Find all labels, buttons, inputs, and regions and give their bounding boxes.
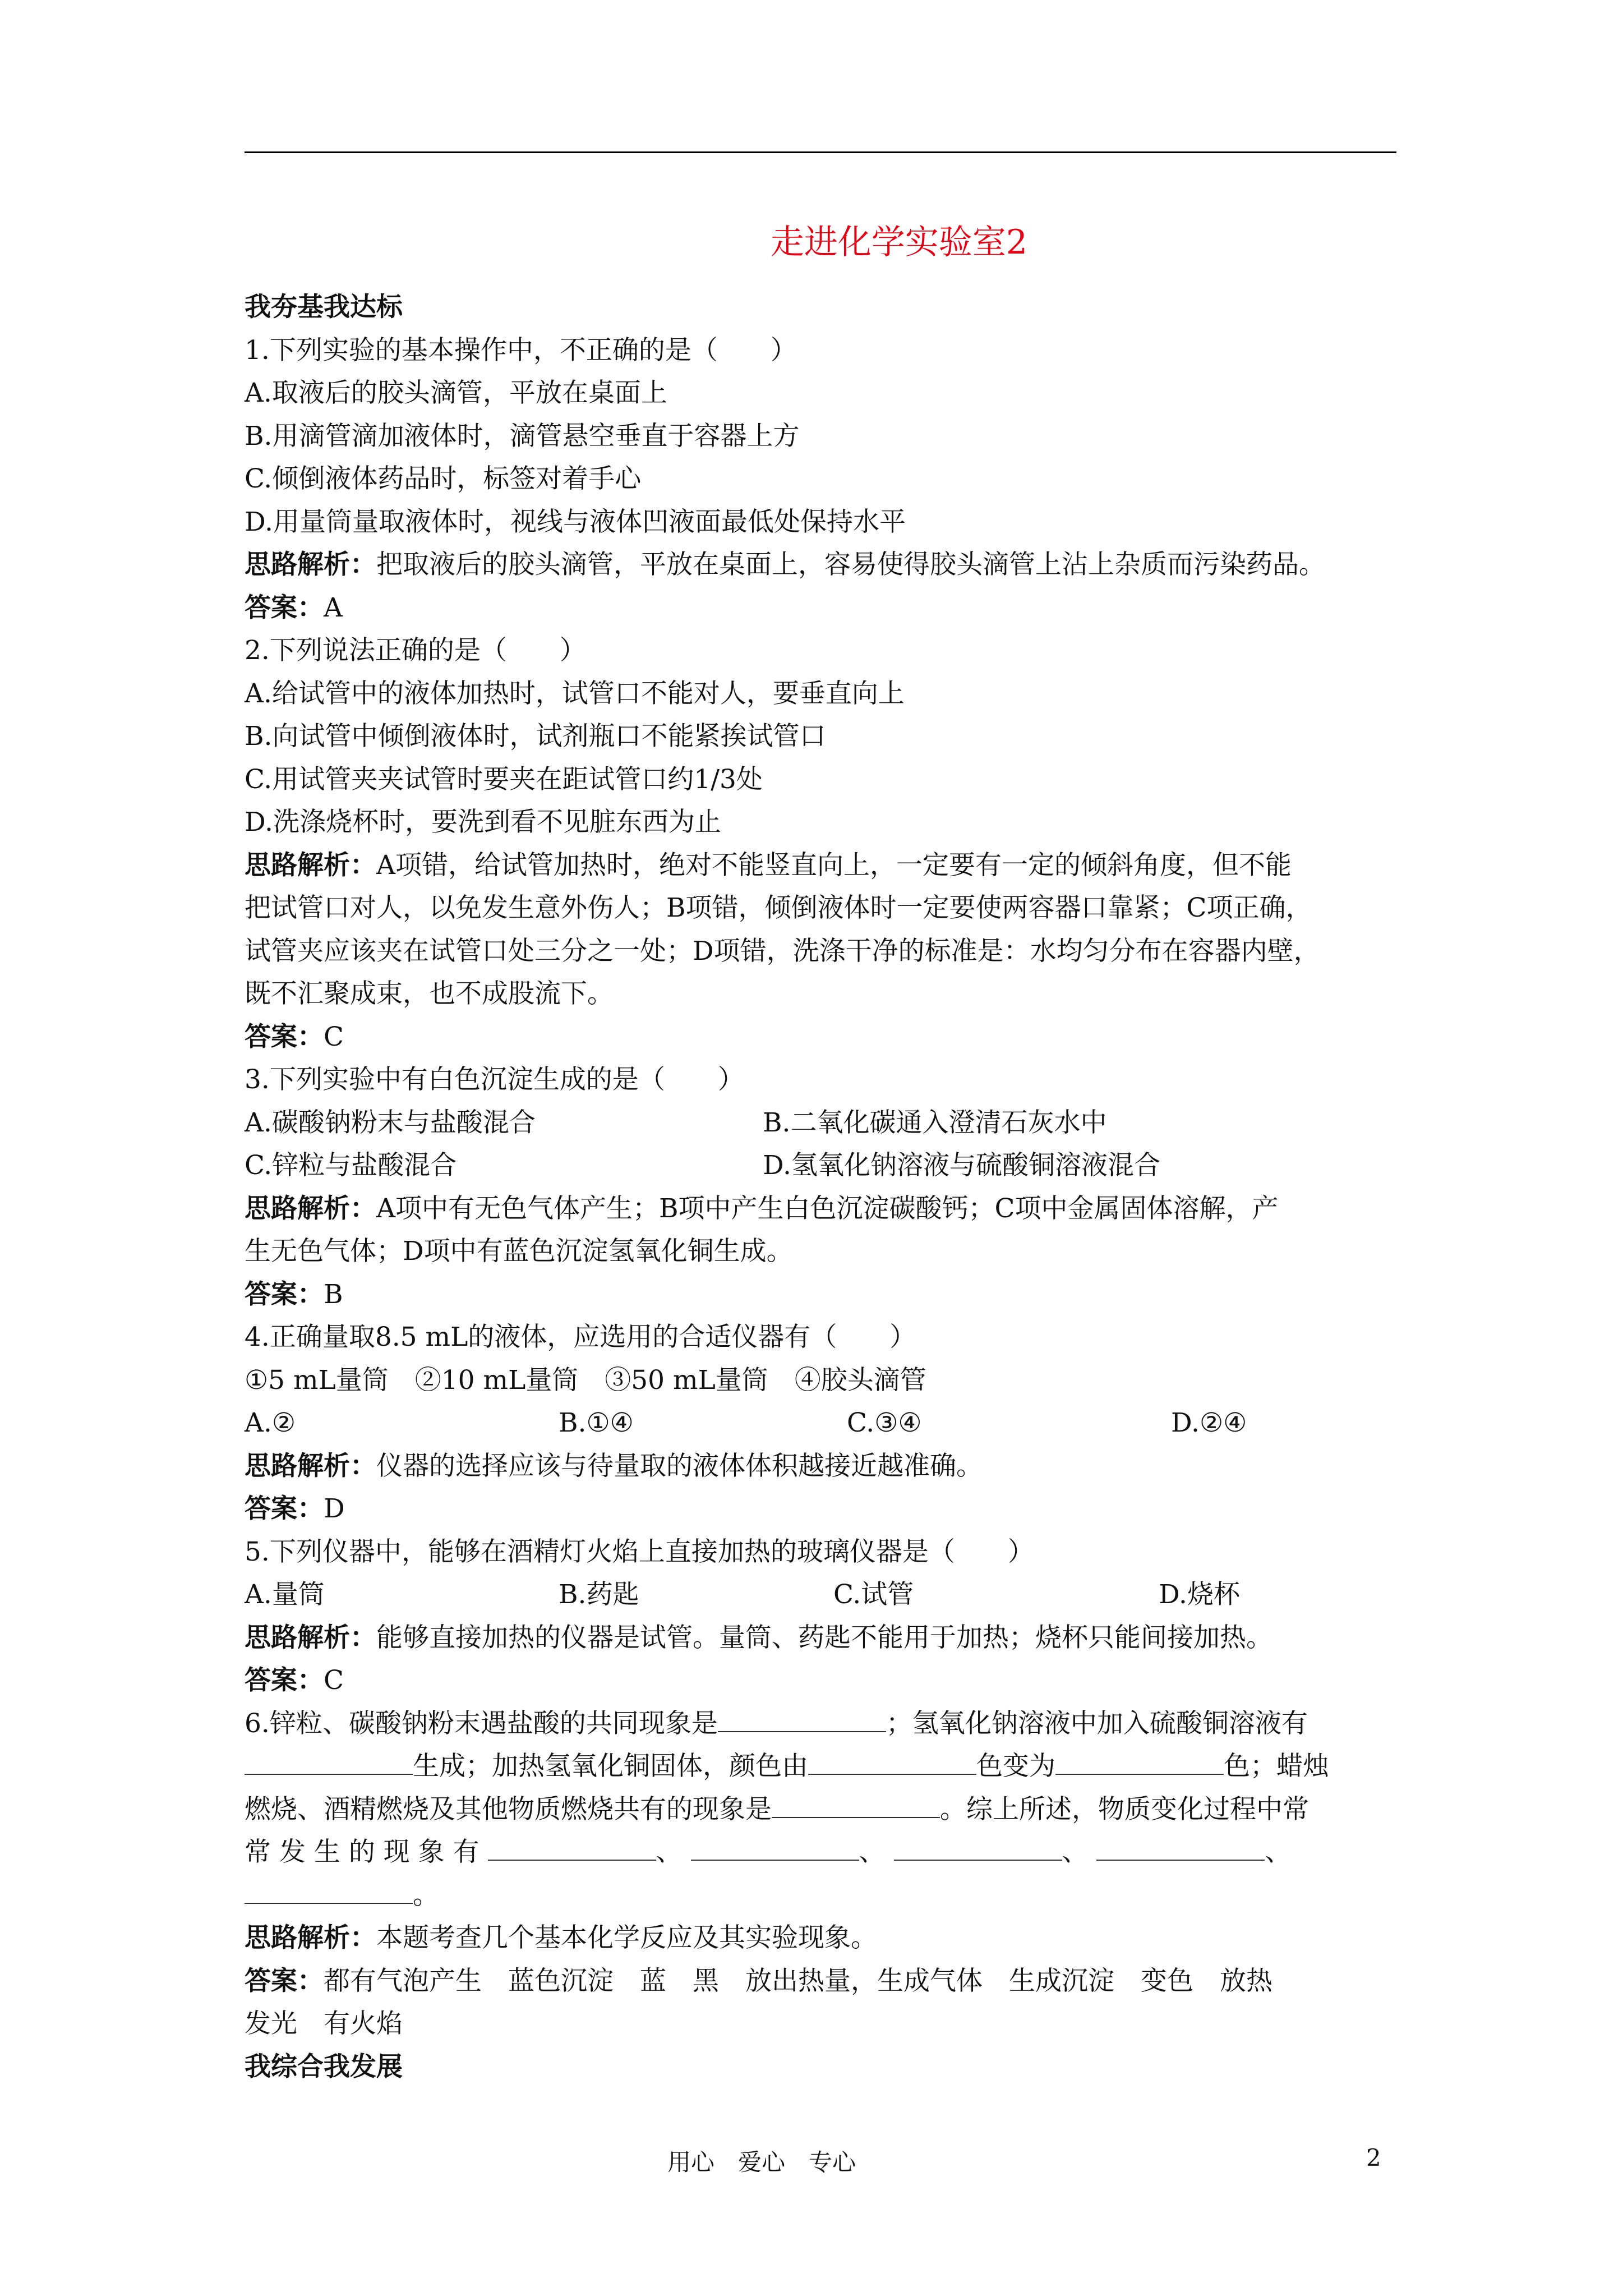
analysis-text: 仪器的选择应该与待量取的液体体积越接近越准确。 <box>376 1450 983 1481</box>
question-2-stem: 2.下列说法正确的是（ ） <box>245 635 586 666</box>
question-6-line3 <box>245 1788 1396 1832</box>
question-1-option-d: D.用量筒量取液体时，视线与液体凹液面最低处保持水平 <box>245 506 906 537</box>
question-4-options <box>245 1402 1396 1445</box>
fill-blank <box>691 1837 859 1861</box>
separator: 、 <box>859 1837 886 1867</box>
question-3-options-row2 <box>245 1144 1396 1188</box>
question-3-option-d: D.氢氧化钠溶液与硫酸铜溶液混合 <box>763 1150 1160 1181</box>
question-2-option-b: B.向试管中倾倒液体时，试剂瓶口不能紧挨试管口 <box>245 721 826 752</box>
question-4-items: ①5 mL量筒 ②10 mL量筒 ③50 mL量筒 ④胶头滴管 <box>245 1364 926 1396</box>
question-6-text: 生成；加热氢氧化铜固体，颜色由 <box>413 1751 808 1782</box>
answer-text: C <box>324 1021 344 1052</box>
question-5-stem: 5.下列仪器中，能够在酒精灯火焰上直接加热的玻璃仪器是（ ） <box>245 1536 1034 1567</box>
question-3-options-row1 <box>245 1102 1396 1145</box>
answer-text: D <box>324 1493 345 1524</box>
question-2-option-a: A.给试管中的液体加热时，试管口不能对人，要垂直向上 <box>245 678 905 709</box>
question-2-option-d: D.洗涤烧杯时，要洗到看不见脏东西为止 <box>245 807 721 838</box>
analysis-text: 把取液后的胶头滴管，平放在桌面上，容易使得胶头滴管上沾上杂质而污染药品。 <box>376 549 1325 580</box>
question-6-text: 色；蜡烛 <box>1224 1751 1329 1782</box>
question-6-line5 <box>245 1874 1396 1917</box>
answer-label: 答案： <box>245 1665 324 1696</box>
question-3-option-b: B.二氧化碳通入澄清石灰水中 <box>763 1107 1107 1138</box>
question-5-option-b: B.药匙 <box>559 1579 639 1610</box>
question-5-option-d: D.烧杯 <box>1159 1579 1240 1610</box>
question-5-options <box>245 1573 1396 1617</box>
question-2-analysis <box>245 844 1396 887</box>
analysis-text: 能够直接加热的仪器是试管。量筒、药匙不能用于加热；烧杯只能间接加热。 <box>376 1622 1272 1653</box>
question-3-stem: 3.下列实验中有白色沉淀生成的是（ ） <box>245 1064 744 1095</box>
analysis-continuation: 把试管口对人，以免发生意外伤人；B项错，倾倒液体时一定要使两容器口靠紧；C项正确， <box>245 892 1312 923</box>
section-heading: 我夯基我达标 <box>245 292 403 323</box>
question-6-text: 色变为 <box>976 1751 1055 1782</box>
analysis-continuation: 生无色气体；D项中有蓝色沉淀氢氧化铜生成。 <box>245 1236 793 1267</box>
fill-blank <box>245 1880 413 1904</box>
fill-blank <box>772 1795 940 1818</box>
analysis-continuation: 既不汇聚成束，也不成股流下。 <box>245 978 614 1009</box>
question-5-option-a: A.量筒 <box>245 1579 325 1610</box>
separator: 、 <box>1265 1837 1292 1867</box>
analysis-continuation: 试管夹应该夹在试管口处三分之一处；D项错，洗涤干净的标准是：水均匀分布在容器内壁， <box>245 935 1320 967</box>
question-3-answer <box>245 1273 1396 1317</box>
analysis-label: 思路解析： <box>245 1450 376 1481</box>
question-2-option-c: C.用试管夹夹试管时要夹在距试管口约1/3处 <box>245 763 763 795</box>
separator: 、 <box>656 1837 683 1867</box>
fill-blank <box>894 1837 1062 1861</box>
fill-blank <box>808 1751 976 1775</box>
question-5-analysis <box>245 1617 1396 1660</box>
question-1-option-c: C.倾倒液体药品时，标签对着手心 <box>245 463 642 494</box>
page-number: 2 <box>1366 2144 1381 2171</box>
question-1-option-b: B.用滴管滴加液体时，滴管悬空垂直于容器上方 <box>245 420 800 452</box>
question-3-analysis <box>245 1188 1396 1231</box>
answer-label: 答案： <box>245 1965 324 1996</box>
question-4-analysis <box>245 1445 1396 1488</box>
analysis-label: 思路解析： <box>245 1193 376 1224</box>
separator: 、 <box>1062 1837 1089 1867</box>
question-3-option-a: A.碳酸钠粉末与盐酸混合 <box>245 1107 536 1138</box>
question-1-analysis <box>245 544 1396 587</box>
question-1-answer <box>245 587 1396 630</box>
question-4-answer <box>245 1488 1396 1531</box>
fill-blank <box>1055 1751 1224 1775</box>
question-6-text: 燃烧、酒精燃烧及其他物质燃烧共有的现象是 <box>245 1793 772 1825</box>
fill-blank <box>488 1837 656 1861</box>
question-6-analysis <box>245 1917 1396 1960</box>
answer-text: B <box>324 1278 343 1310</box>
section-heading: 我综合我发展 <box>245 2051 403 2082</box>
question-1-stem: 1.下列实验的基本操作中，不正确的是（ ） <box>245 334 797 366</box>
answer-label: 答案： <box>245 1021 324 1052</box>
analysis-text: 本题考查几个基本化学反应及其实验现象。 <box>376 1922 877 1953</box>
answer-label: 答案： <box>245 1278 324 1310</box>
document-body <box>245 286 1396 2088</box>
question-6-text: ；氢氧化钠溶液中加入硫酸铜溶液有 <box>886 1708 1308 1739</box>
question-6-line2 <box>245 1745 1396 1788</box>
question-5-option-c: C.试管 <box>833 1579 914 1610</box>
answer-text: 都有气泡产生 蓝色沉淀 蓝 黑 放出热量，生成气体 生成沉淀 变色 放热 <box>324 1965 1272 1996</box>
question-6-text: 6.锌粒、碳酸钠粉末遇盐酸的共同现象是 <box>245 1708 718 1739</box>
fill-blank <box>245 1751 413 1775</box>
answer-continuation: 发光 有火焰 <box>245 2008 403 2039</box>
question-3-option-c: C.锌粒与盐酸混合 <box>245 1150 457 1181</box>
question-4-option-c: C.③④ <box>847 1407 922 1438</box>
question-6-line1 <box>245 1703 1396 1746</box>
answer-label: 答案： <box>245 1493 324 1524</box>
question-6-answer <box>245 1960 1396 2003</box>
page-title: 走进化学实验室2 <box>770 223 1028 262</box>
question-4-stem: 4.正确量取8.5 mL的液体，应选用的合适仪器有（ ） <box>245 1322 916 1352</box>
analysis-label: 思路解析： <box>245 849 376 881</box>
fill-blank <box>718 1709 886 1732</box>
question-2-answer <box>245 1016 1396 1059</box>
analysis-label: 思路解析： <box>245 1922 376 1953</box>
analysis-label: 思路解析： <box>245 549 376 580</box>
question-6-line4 <box>245 1831 1396 1874</box>
question-6-text: 。综上所述，物质变化过程中常 <box>940 1793 1309 1825</box>
question-4-option-a: A.② <box>245 1407 296 1438</box>
question-4-option-d: D.②④ <box>1171 1407 1247 1438</box>
analysis-text: A项错，给试管加热时，绝对不能竖直向上，一定要有一定的倾斜角度，但不能 <box>376 849 1292 881</box>
fill-blank <box>1096 1837 1265 1861</box>
question-6-text: 常 发 生 的 现 象 有 <box>245 1837 479 1867</box>
question-4-option-b: B.①④ <box>559 1407 634 1438</box>
analysis-text: A项中有无色气体产生；B项中产生白色沉淀碳酸钙；C项中金属固体溶解，产 <box>376 1193 1279 1224</box>
analysis-label: 思路解析： <box>245 1622 376 1653</box>
question-5-answer <box>245 1659 1396 1703</box>
period: 。 <box>413 1879 439 1911</box>
answer-label: 答案： <box>245 592 324 623</box>
header-rule <box>245 151 1396 153</box>
page-footer: 用心 爱心 专心 <box>667 2148 856 2176</box>
question-1-option-a: A.取液后的胶头滴管，平放在桌面上 <box>245 378 667 408</box>
answer-text: C <box>324 1665 344 1696</box>
answer-text: A <box>324 592 343 623</box>
